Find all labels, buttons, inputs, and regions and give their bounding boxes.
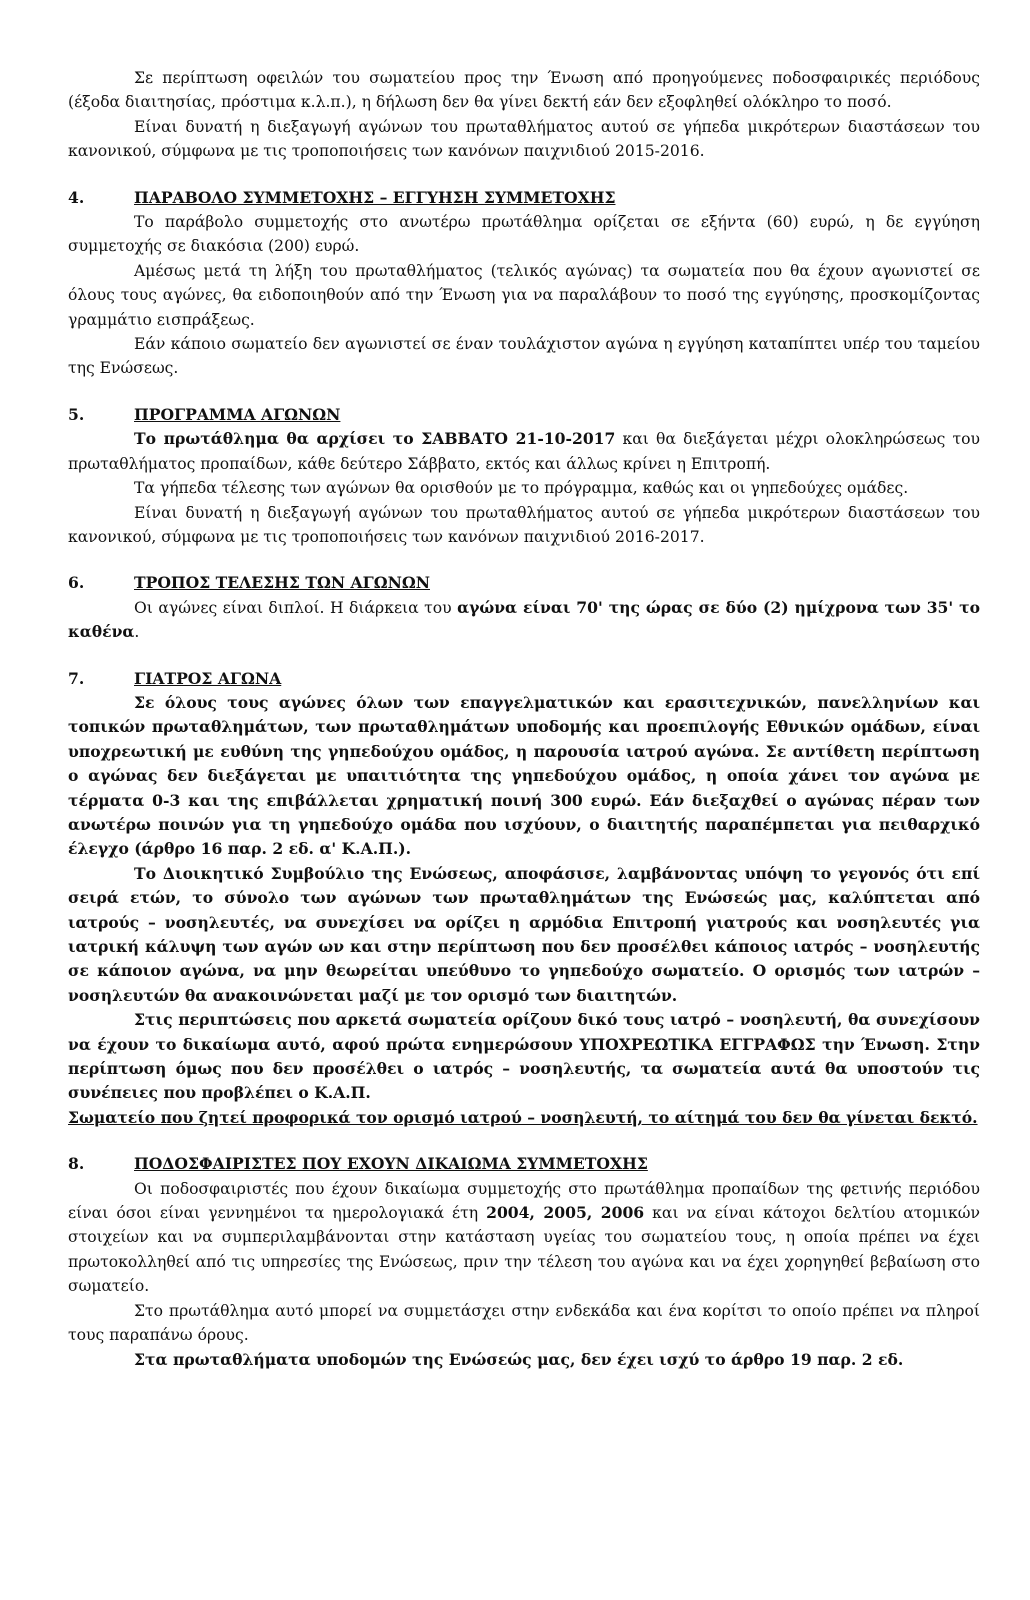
section-title: ΠΟΔΟΣΦΑΙΡΙΣΤΕΣ ΠΟΥ ΕΧΟΥΝ ΔΙΚΑΙΩΜΑ ΣΥΜΜΕΤΟΧΗΣ: [134, 1154, 648, 1174]
section-8-paragraph-eligibility: [68, 1177, 980, 1299]
section-5-heading: [68, 403, 980, 427]
intro-paragraph-pitch-size: Είναι δυνατή η διεξαγωγή αγώνων του πρωταθλήματος αυτού σε γήπεδα μικρότερων διαστάσεων του κανονικού, σύμφωνα με τις τροποποιήσεις των κανόνων παιχνιδιού 2015-2016.: [68, 117, 980, 161]
duration-end: .: [134, 623, 140, 642]
section-7-paragraph-oral-request: Σωματείο που ζητεί προφορικά τον ορισμό ιατρού – νοσηλευτή, το αίτημά του δεν θα γίνεται δεκτό.: [68, 1107, 978, 1127]
section-7-paragraph-doctor-mandatory: Σε όλους τους αγώνες όλων των επαγγελματικών και ερασιτεχνικών, πανελληνίων και τοπικών πρωταθλημάτων, των πρωταθλημάτων υποδομής και προεπιλογής Εθνικών ομάδων, είναι υποχρεωτική με ευθύνη της γηπεδούχου ομάδος, η παρουσία ιατρού αγώνα. Σε αντίθετη περίπτωση ο αγώνας δεν διεξάγεται με υπαιτιότητα της γηπεδούχου ομάδος, η οποία χάνει τον αγώνα με τέρματα 0-3 και της επιβάλλεται χρηματική ποινή 300 ευρώ. Εάν διεξαχθεί ο αγώνας πέραν των ανωτέρω ποινών για τη γηπεδούχο ομάδα που ισχύουν, ο διαιτητής παραπέμπεται για πειθαρχικό έλεγχο (άρθρο 16 παρ. 2 εδ. α' Κ.Α.Π.).: [68, 692, 980, 859]
section-title: ΤΡΟΠΟΣ ΤΕΛΕΣΗΣ ΤΩΝ ΑΓΩΝΩΝ: [134, 573, 430, 593]
section-5-paragraph-pitch-size: Είναι δυνατή η διεξαγωγή αγώνων του πρωταθλήματος αυτού σε γήπεδα μικρότερων διαστάσεων του κανονικού, σύμφωνα με τις τροποποιήσεις των κανόνων παιχνιδιού 2016-2017.: [68, 503, 980, 546]
section-number: 6.: [68, 573, 85, 593]
section-6-heading: [68, 571, 980, 595]
section-7: [68, 667, 980, 1131]
duration-intro: Οι αγώνες είναι διπλοί. Η διάρκεια του: [134, 598, 458, 617]
eligibility-years: 2004, 2005, 2006: [486, 1203, 645, 1223]
section-6-paragraph-duration: [68, 596, 980, 645]
section-8: [68, 1152, 980, 1372]
section-4-paragraph-forfeit: Εάν κάποιο σωματείο δεν αγωνιστεί σε έναν τουλάχιστον αγώνα η εγγύηση καταπίπτει υπέρ του ταμείου της Ενώσεως.: [68, 335, 980, 378]
section-4-heading: [68, 186, 980, 210]
section-title: ΓΙΑΤΡΟΣ ΑΓΩΝΑ: [134, 668, 282, 688]
eligibility-rest: και να είναι κάτοχοι δελτίου ατομικών στοιχείων και να συμπεριλαμβάνονται στην κατάσταση υγείας του σωματείου τους, η οποία πρέπει να έχει πρωτοκολληθεί από τις υπηρεσίες της Ενώσεως, πριν την τέλεση του αγώνα και να έχει χορηγηθεί βεβαίωση στο σωματείο.: [68, 1204, 980, 1296]
section-4-paragraph-refund: Αμέσως μετά τη λήξη του πρωταθλήματος (τελικός αγώνας) τα σωματεία που θα έχουν αγωνιστεί σε όλους τους αγώνες, θα ειδοποιηθούν από την Ένωση για να παραλάβουν το ποσό της εγγύησης, προσκομίζοντας γραμμάτιο εισπράξεως.: [68, 261, 980, 329]
section-5: [68, 403, 980, 549]
section-8-heading: [68, 1152, 980, 1176]
section-5-paragraph-venues: Τα γήπεδα τέλεσης των αγώνων θα ορισθούν με το πρόγραμμα, καθώς και οι γηπεδούχες ομάδες.: [134, 479, 909, 498]
section-4: [68, 186, 980, 381]
section-6: [68, 571, 980, 644]
section-number: 7.: [68, 668, 85, 688]
section-7-paragraph-own-doctor: Στις περιπτώσεις που αρκετά σωματεία ορίζουν δικό τους ιατρό – νοσηλευτή, θα συνεχίσουν να έχουν το δικαίωμα αυτό, αφού πρώτα ενημερώσουν ΥΠΟΧΡΕΩΤΙΚΑ ΕΓΓΡΑΦΩΣ την Ένωση. Στην περίπτωση όμως που δεν προσέλθει ο ιατρός – νοσηλευτής, τα σωματεία αυτά θα υποστούν τις συνέπειες που προβλέπει ο Κ.Α.Π.: [68, 1010, 980, 1103]
section-number: 8.: [68, 1154, 85, 1174]
section-4-paragraph-fee: Το παράβολο συμμετοχής στο ανωτέρω πρωτάθλημα ορίζεται σε εξήντα (60) ευρώ, η δε εγγύηση συμμετοχής σε διακόσια (200) ευρώ.: [68, 213, 980, 256]
section-title: ΠΑΡΑΒΟΛΟ ΣΥΜΜΕΤΟΧΗΣ – ΕΓΓΥΗΣΗ ΣΥΜΜΕΤΟΧΗΣ: [134, 187, 616, 207]
intro-paragraph-debts: Σε περίπτωση οφειλών του σωματείου προς την Ένωση από προηγούμενες ποδοσφαιρικές περιόδους (έξοδα διαιτησίας, πρόστιμα κ.λ.π.), η δήλωση δεν θα γίνει δεκτή εάν δεν εξοφληθεί ολόκληρο το ποσό.: [68, 69, 980, 112]
section-number: 5.: [68, 404, 85, 424]
section-7-paragraph-board-decision: Το Διοικητικό Συμβούλιο της Ενώσεως, αποφάσισε, λαμβάνοντας υπόψη το γεγονός ότι επί σειρά ετών, το σύνολο των αγώνων των πρωταθλημάτων της Ενώσεώς μας, καλύπτεται από ιατρούς – νοσηλευτές, να συνεχίσει να ορίζει η αρμόδια Επιτροπή γιατρούς και νοσηλευτές για ιατρική κάλυψη των αγών ων και στην περίπτωση που δεν προσέλθει κάποιος ιατρός – νοσηλευτής σε κάποιον αγώνα, να μην θεωρείται υπεύθυνο το γηπεδούχο σωματείο. Ο ορισμός των ιατρών – νοσηλευτών θα ανακοινώνεται μαζί με τον ορισμό των διαιτητών.: [68, 863, 980, 1005]
section-5-paragraph-start: [68, 427, 980, 476]
intro-block: [68, 66, 980, 164]
section-7-heading: [68, 667, 980, 691]
section-number: 4.: [68, 187, 85, 207]
section-title: ΠΡΟΓΡΑΜΜΑ ΑΓΩΝΩΝ: [134, 404, 341, 424]
start-date-text: Το πρωτάθλημα θα αρχίσει το ΣΑΒΒΑΤΟ 21-10-2017: [134, 429, 616, 449]
duration-bold: αγώνα είναι 70' της ώρας σε δύο (2) ημίχρονα των 35' το καθένα: [68, 597, 980, 642]
section-8-paragraph-article-19: Στα πρωταθλήματα υποδομών της Ενώσεώς μας, δεν έχει ισχύ το άρθρο 19 παρ. 2 εδ.: [134, 1349, 904, 1369]
section-8-paragraph-girls: Στο πρωτάθλημα αυτό μπορεί να συμμετάσχει στην ενδεκάδα και ένα κορίτσι το οποίο πρέπει να πληροί τους παραπάνω όρους.: [68, 1301, 980, 1345]
start-date-rest: και θα διεξάγεται μέχρι ολοκληρώσεως του πρωταθλήματος προπαίδων, κάθε δεύτερο Σάββατο, εκτός και άλλως κρίνει η Επιτροπή.: [68, 430, 980, 473]
eligibility-intro: Οι ποδοσφαιριστές που έχουν δικαίωμα συμμετοχής στο πρωτάθλημα προπαίδων της φετινής περιόδου είναι όσοι είναι γεννημένοι τα ημερολογιακά έτη: [68, 1179, 980, 1223]
